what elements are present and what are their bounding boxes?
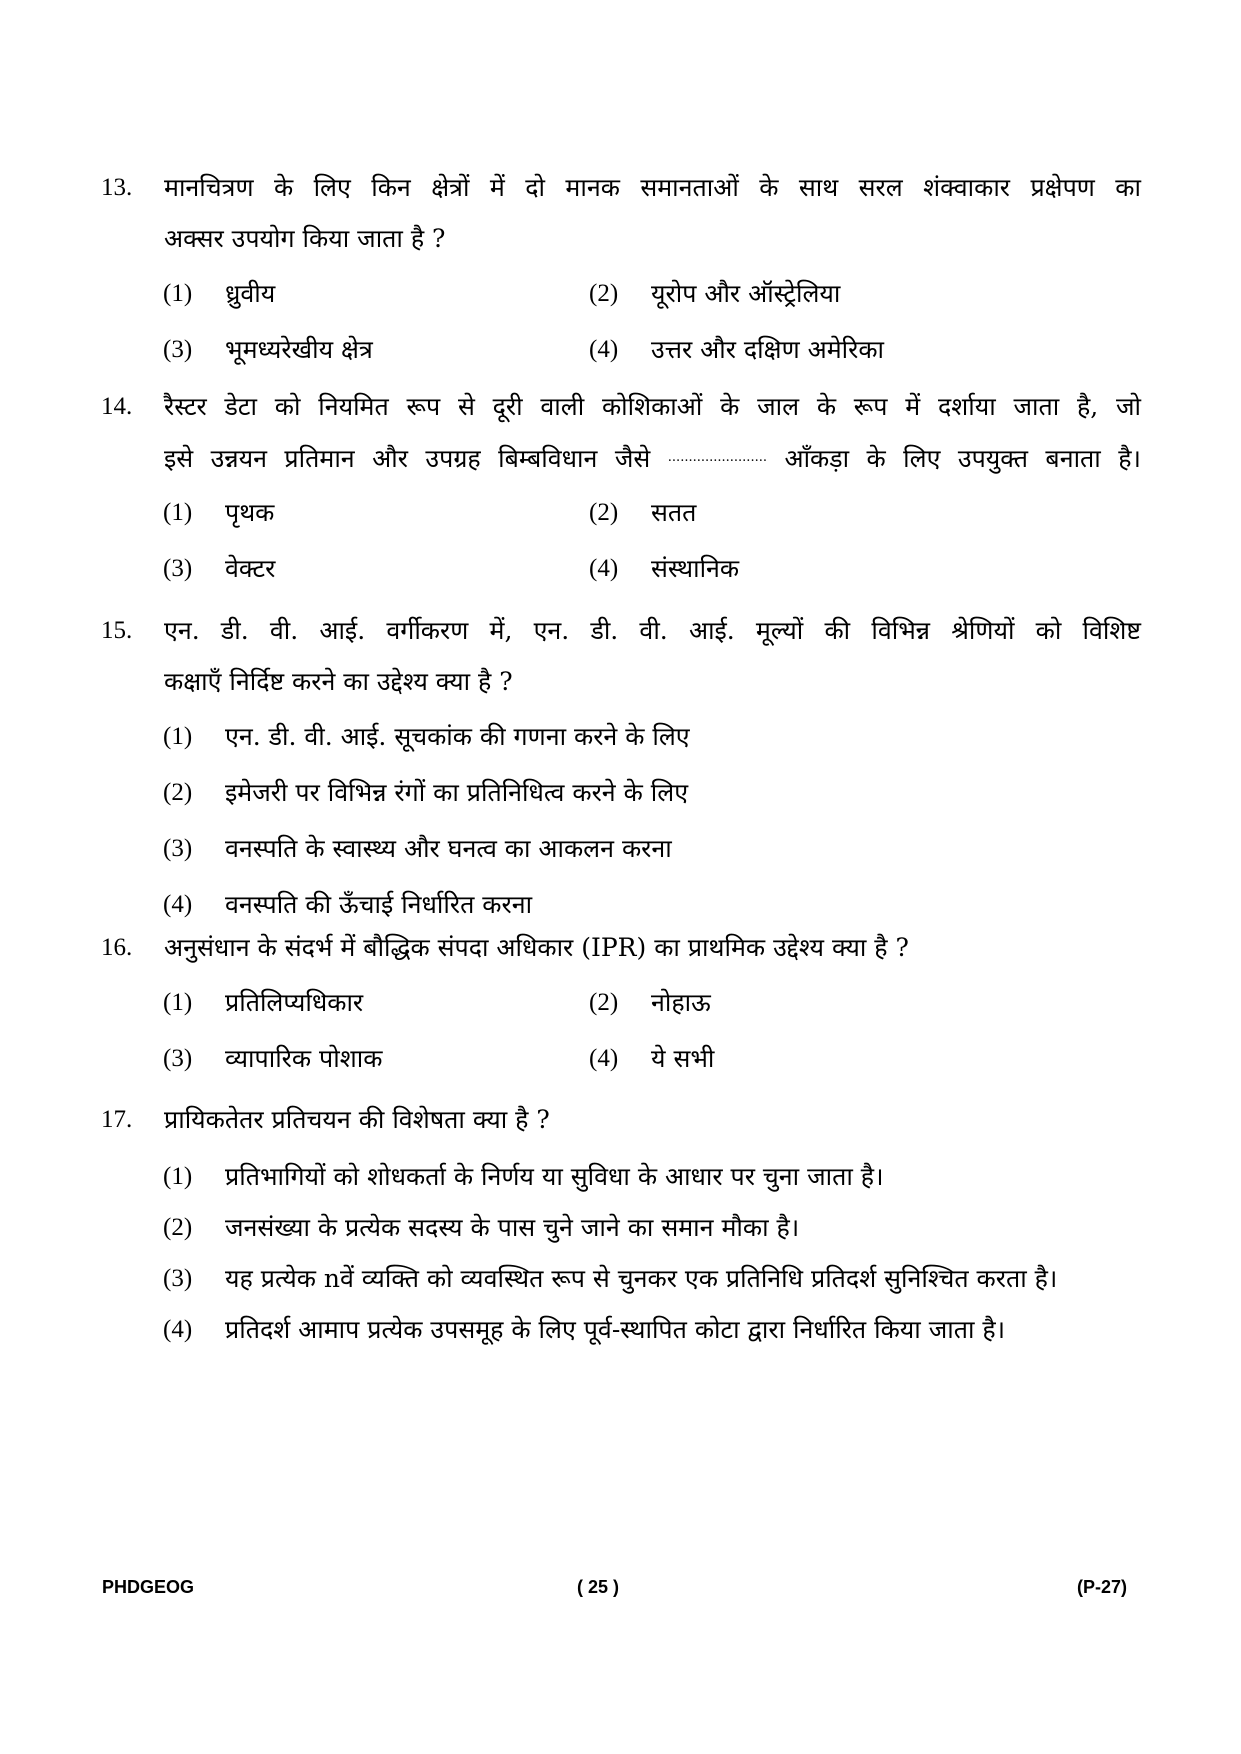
option-3 [163, 1253, 1141, 1304]
option-text: उत्तर और दक्षिण अमेरिका [651, 335, 885, 364]
option-number: (2) [589, 280, 619, 307]
option-text: जनसंख्या के प्रत्येक सदस्य के पास चुने जाने का समान मौका है। [225, 1213, 800, 1242]
option-number: (1) [163, 280, 193, 307]
question-15 [101, 605, 1141, 941]
option-number: (2) [589, 499, 619, 526]
question-text: एन. डी. वी. आई. वर्गीकरण में, एन. डी. वी. आई. मूल्यों की विभिन्न श्रेणियों को विशिष्ट [164, 616, 1141, 645]
option-number: (4) [589, 1045, 619, 1072]
option-4 [163, 1304, 1141, 1355]
option-text: यूरोप और ऑस्ट्रेलिया [651, 279, 841, 308]
question-13 [101, 162, 1141, 386]
option-text: वनस्पति के स्वास्थ्य और घनत्व का आकलन करना [225, 834, 672, 863]
option-number: (3) [163, 1265, 193, 1292]
question-17 [101, 1094, 1141, 1355]
question-number: 13. [101, 174, 133, 201]
footer-set-code: (P-27) [1077, 1577, 1128, 1597]
footer-page-number: ( 25 ) [577, 1577, 620, 1597]
option-text: यह प्रत्येक nवें व्यक्ति को व्यवस्थित रूप से चुनकर एक प्रतिनिधि प्रतिदर्श सुनिश्चित करता है। [225, 1264, 1058, 1293]
option-number: (3) [163, 1045, 193, 1072]
option-text: भूमध्यरेखीय क्षेत्र [225, 335, 373, 364]
option-text: सतत [651, 498, 697, 527]
question-text: आँकड़ा के लिए उपयुक्त बनाता है। [784, 444, 1141, 473]
option-number: (3) [163, 555, 193, 582]
question-text: मानचित्रण के लिए किन क्षेत्रों में दो मानक समानताओं के साथ सरल शंक्वाकार प्रक्षेपण का [164, 173, 1141, 202]
question-text: रैस्टर डेटा को नियमित रूप से दूरी वाली कोशिकाओं के जाल के रूप में दर्शाया जाता है, जो [164, 392, 1141, 421]
option-number: (1) [163, 989, 193, 1016]
option-number: (2) [589, 989, 619, 1016]
question-text-with-blank [164, 432, 1141, 484]
option-number: (2) [163, 779, 193, 806]
option-text: पृथक [225, 498, 275, 527]
question-text: प्रायिकतेतर प्रतिचयन की विशेषता क्या है ? [164, 1105, 550, 1134]
option-number: (2) [163, 1214, 193, 1241]
option-number: (1) [163, 1163, 193, 1190]
options-list [101, 1151, 1141, 1355]
option-text: वनस्पति की ऊँचाई निर्धारित करना [225, 890, 533, 919]
option-text: एन. डी. वी. आई. सूचकांक की गणना करने के लिए [225, 722, 690, 751]
option-text: व्यापारिक पोशाक [225, 1044, 383, 1073]
question-text: कक्षाएँ निर्दिष्ट करने का उद्देश्य क्या है ? [164, 667, 513, 696]
option-number: (3) [163, 336, 193, 363]
footer-code: PHDGEOG [102, 1577, 195, 1597]
option-text: इमेजरी पर विभिन्न रंगों का प्रतिनिधित्व करने के लिए [225, 778, 689, 807]
option-number: (4) [589, 555, 619, 582]
option-number: (4) [163, 1316, 193, 1343]
option-text: संस्थानिक [651, 554, 740, 583]
option-2 [163, 1202, 1141, 1253]
question-14 [101, 381, 1141, 605]
option-number: (4) [589, 336, 619, 363]
options-grid [101, 493, 1141, 605]
option-number: (1) [163, 723, 193, 750]
option-number: (3) [163, 835, 193, 862]
option-text: ध्रुवीय [225, 279, 276, 308]
fill-in-blank: ........................ [667, 450, 767, 465]
question-number: 16. [101, 934, 133, 961]
options-grid [101, 983, 1141, 1095]
option-number: (1) [163, 499, 193, 526]
option-text: ये सभी [651, 1044, 715, 1073]
option-text: नोहाऊ [651, 988, 711, 1017]
question-number: 14. [101, 393, 133, 420]
option-text: वेक्टर [225, 554, 276, 583]
question-text: अनुसंधान के संदर्भ में बौद्धिक संपदा अधिकार (IPR) का प्राथमिक उद्देश्य क्या है ? [164, 933, 909, 962]
question-text: इसे उन्नयन प्रतिमान और उपग्रह बिम्बविधान जैसे [164, 444, 651, 473]
option-text: प्रतिदर्श आमाप प्रत्येक उपसमूह के लिए पूर्व-स्थापित कोटा द्वारा निर्धारित किया जाता है। [225, 1315, 1006, 1344]
option-text: प्रतिभागियों को शोधकर्ता के निर्णय या सुविधा के आधार पर चुना जाता है। [225, 1162, 884, 1191]
option-number: (4) [163, 891, 193, 918]
options-grid [101, 274, 1141, 386]
option-text: प्रतिलिप्यधिकार [225, 988, 364, 1017]
question-16 [101, 922, 1141, 1095]
question-number: 17. [101, 1106, 133, 1133]
options-list [101, 717, 1141, 941]
option-1 [163, 1151, 1141, 1202]
question-text: अक्सर उपयोग किया जाता है ? [164, 224, 446, 253]
question-number: 15. [101, 617, 133, 644]
